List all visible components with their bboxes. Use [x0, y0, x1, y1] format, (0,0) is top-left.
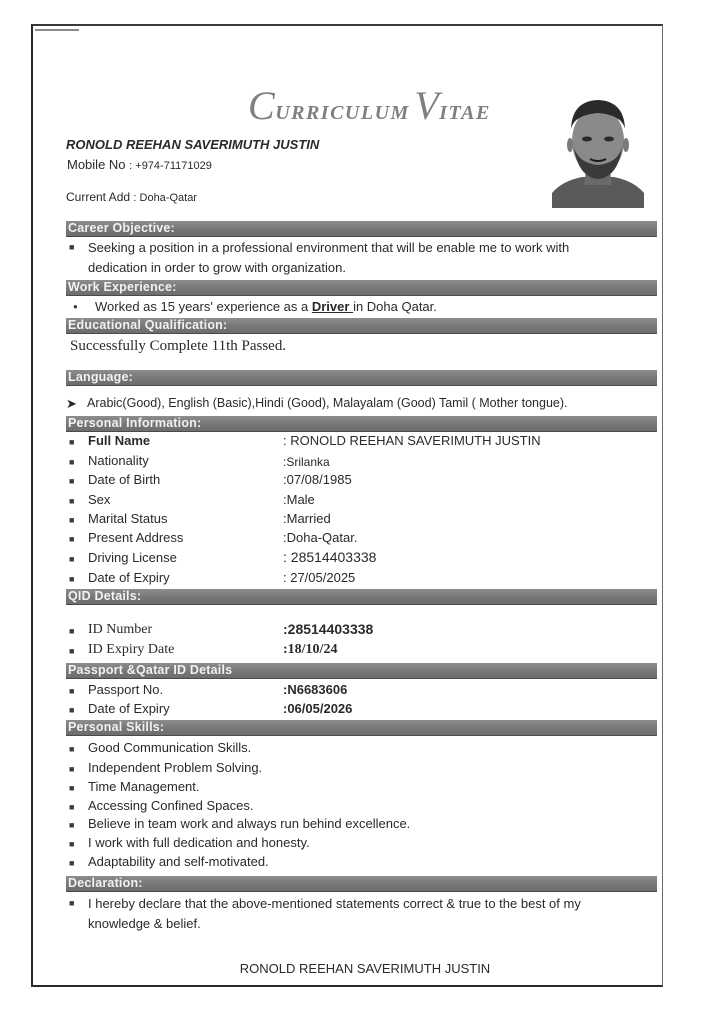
square-bullet-icon: ■: [69, 496, 75, 506]
section-title: Declaration:: [68, 876, 143, 890]
field-label-marital-status: Marital Status: [88, 511, 168, 526]
corner-mark: [35, 29, 79, 31]
skill-item: Accessing Confined Spaces.: [88, 798, 254, 813]
field-label-driving-license: Driving License: [88, 550, 177, 565]
section-title: Passport &Qatar ID Details: [68, 663, 233, 677]
field-value-marital-status: :Married: [283, 511, 331, 526]
skill-item: Independent Problem Solving.: [88, 760, 263, 775]
field-value-date-of-expiry: : 27/05/2025: [283, 570, 356, 585]
square-bullet-icon: ■: [69, 437, 75, 447]
skill-item: Time Management.: [88, 779, 200, 794]
square-bullet-icon: ■: [69, 457, 75, 467]
mobile-value: : +974-71171029: [129, 160, 212, 172]
field-label-passport-no: Passport No.: [88, 682, 164, 697]
square-bullet-icon: ■: [69, 839, 75, 849]
current-address: [66, 190, 197, 204]
field-label-passport-expiry: Date of Expiry: [88, 701, 170, 716]
education-text: Successfully Complete 11th Passed.: [70, 338, 287, 354]
section-header-language: [66, 370, 657, 386]
square-bullet-icon: ■: [69, 764, 75, 774]
section-title: QID Details:: [68, 589, 142, 603]
square-bullet-icon: ■: [69, 898, 75, 908]
declaration-line-1: I hereby declare that the above-mentioned statements correct & true to the best of my: [88, 896, 581, 911]
work-role: Driver: [311, 299, 354, 314]
field-value-driving-license: : 28514403338: [283, 549, 377, 565]
section-title: Language:: [68, 370, 133, 384]
address-label: Current Add: [66, 190, 131, 204]
section-title: Educational Qualification:: [68, 318, 228, 332]
work-prefix: Worked as 15 years' experience as a: [95, 299, 312, 314]
section-header-passport-details: [66, 663, 657, 679]
career-objective-line-2: dedication in order to grow with organization.: [88, 260, 346, 275]
square-bullet-icon: ■: [69, 820, 75, 830]
language-text: Arabic(Good), English (Basic),Hindi (Good), Malayalam (Good) Tamil ( Mother tongue).: [87, 396, 568, 410]
field-label-date-of-expiry: Date of Expiry: [88, 570, 170, 585]
square-bullet-icon: ■: [69, 515, 75, 525]
career-objective-line-1: Seeking a position in a professional environment that will be enable me to work with: [88, 240, 570, 255]
field-label-sex: Sex: [88, 492, 111, 507]
square-bullet-icon: ■: [69, 554, 75, 564]
section-header-personal-information: [66, 416, 657, 432]
section-header-work-experience: [66, 280, 657, 296]
declaration-line-2: knowledge & belief.: [88, 916, 201, 931]
field-label-date-of-birth: Date of Birth: [88, 472, 161, 487]
section-header-career-objective: [66, 221, 657, 237]
work-experience-text: [95, 297, 437, 316]
square-bullet-icon: ■: [69, 802, 75, 812]
square-bullet-icon: ■: [69, 242, 75, 252]
section-header-declaration: [66, 876, 657, 892]
section-header-education: [66, 318, 657, 334]
square-bullet-icon: ■: [69, 783, 75, 793]
address-value: : Doha-Qatar: [133, 192, 197, 204]
round-bullet-icon: ●: [73, 302, 78, 311]
field-value-passport-no: :N6683606: [283, 682, 348, 697]
field-label-id-expiry-date: ID Expiry Date: [88, 642, 175, 657]
title-letter-v: V: [414, 83, 440, 128]
field-value-present-address: :Doha-Qatar.: [283, 530, 358, 545]
title-word-vitae: ITAE: [439, 102, 491, 124]
section-header-personal-skills: [66, 720, 657, 736]
skill-item: Good Communication Skills.: [88, 740, 252, 755]
field-value-sex: :Male: [283, 492, 315, 507]
square-bullet-icon: ■: [69, 858, 75, 868]
square-bullet-icon: ■: [69, 534, 75, 544]
signature-name: RONOLD REEHAN SAVERIMUTH JUSTIN: [239, 961, 491, 976]
profile-photo-icon: [552, 93, 644, 208]
mobile-number: [67, 157, 212, 172]
section-title: Work Experience:: [68, 280, 177, 294]
field-label-full-name: Full Name: [88, 433, 151, 448]
field-value-passport-expiry: :06/05/2026: [283, 701, 353, 716]
section-title: Personal Information:: [68, 416, 202, 430]
square-bullet-icon: ■: [69, 574, 75, 584]
square-bullet-icon: ■: [69, 705, 75, 715]
field-value-date-of-birth: :07/08/1985: [283, 472, 352, 487]
field-value-id-expiry-date: :18/10/24: [283, 642, 338, 657]
skill-item: Believe in team work and always run behind excellence.: [88, 816, 411, 831]
field-label-id-number: ID Number: [88, 622, 153, 637]
section-header-qid-details: [66, 589, 657, 605]
square-bullet-icon: ■: [69, 744, 75, 754]
square-bullet-icon: ■: [69, 476, 75, 486]
section-title: Career Objective:: [68, 221, 175, 235]
skill-item: I work with full dedication and honesty.: [88, 835, 310, 850]
mobile-label: Mobile No: [67, 157, 126, 172]
skill-item: Adaptability and self-motivated.: [88, 854, 269, 869]
square-bullet-icon: ■: [69, 626, 75, 636]
field-label-present-address: Present Address: [88, 530, 184, 545]
field-value-id-number: :28514403338: [283, 621, 374, 637]
field-value-full-name: : RONOLD REEHAN SAVERIMUTH JUSTIN: [283, 433, 541, 448]
section-title: Personal Skills:: [68, 720, 165, 734]
square-bullet-icon: ■: [69, 686, 75, 696]
field-value-nationality: :Srilanka: [283, 455, 330, 469]
title-letter-c: C: [248, 83, 276, 128]
square-bullet-icon: ■: [69, 646, 75, 656]
document-title: [248, 82, 491, 129]
work-suffix: in Doha Qatar.: [353, 299, 437, 314]
candidate-name: RONOLD REEHAN SAVERIMUTH JUSTIN: [66, 137, 320, 152]
field-label-nationality: Nationality: [88, 453, 149, 468]
title-word-curriculum: URRICULUM: [275, 102, 410, 124]
arrow-bullet-icon: ➤: [66, 396, 77, 411]
